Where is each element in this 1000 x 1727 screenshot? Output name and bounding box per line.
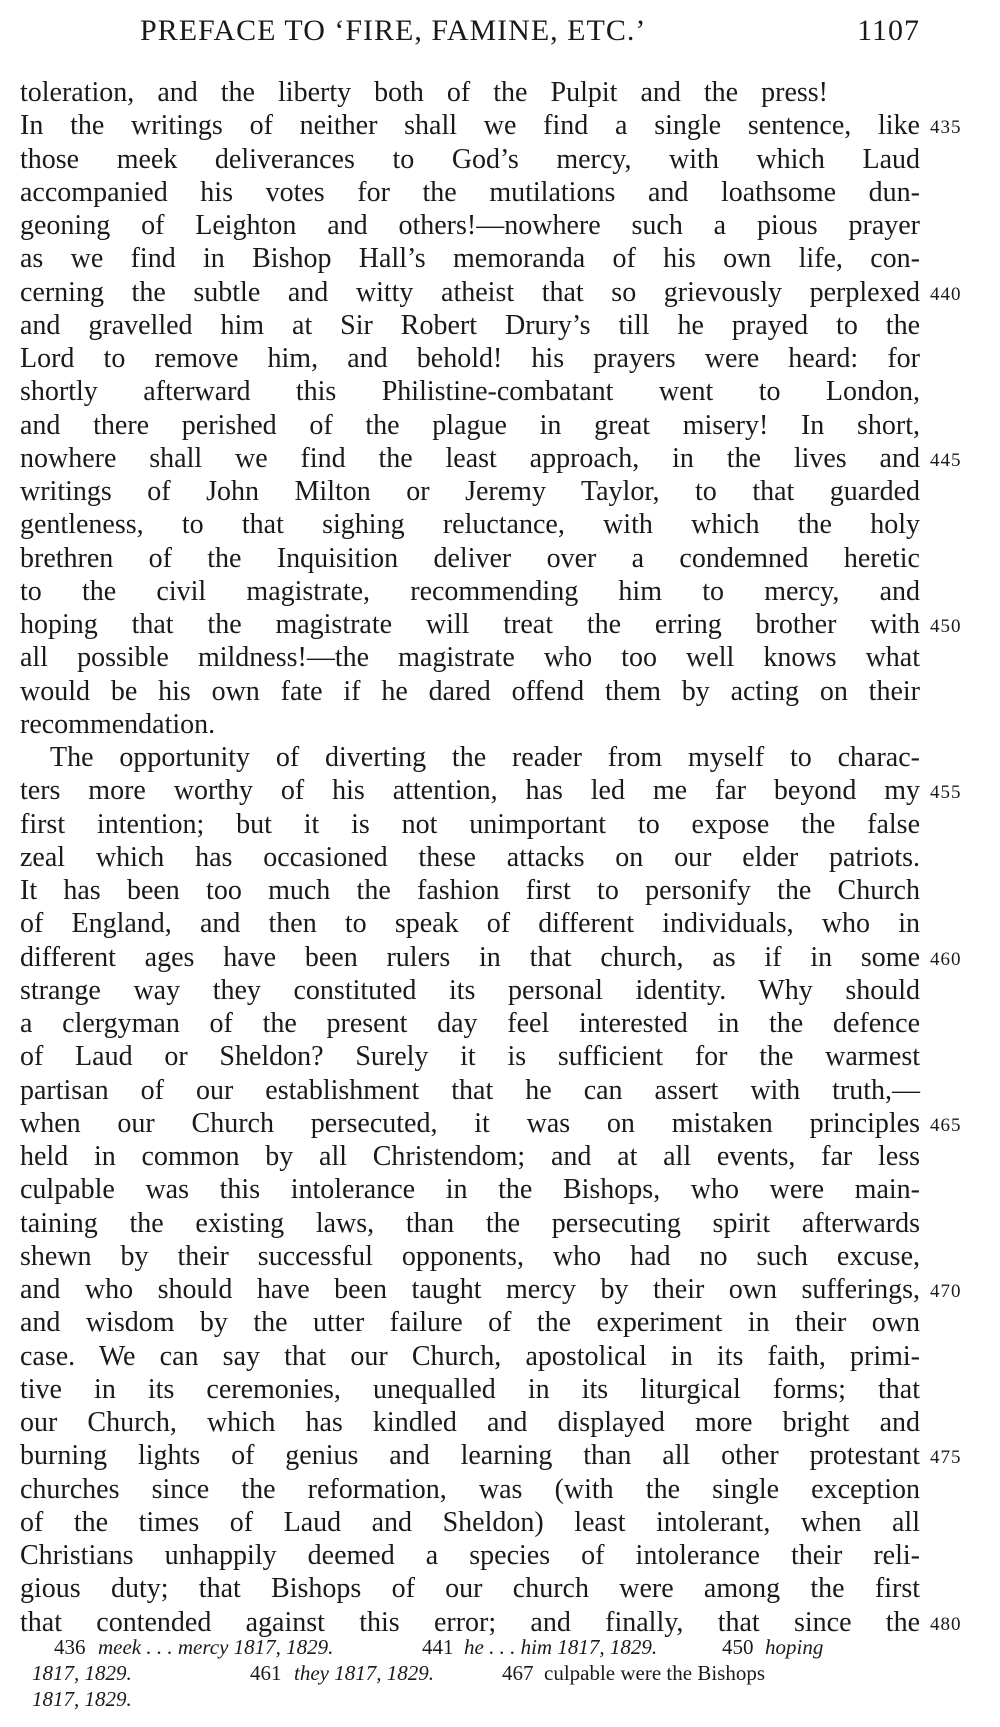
line-text: when our Church persecuted, it was on mistaken principles [20, 1107, 920, 1139]
line-text: those meek deliverances to God’s mercy, with which Laud [20, 143, 920, 175]
text-line [20, 342, 920, 375]
line-text: zeal which has occasioned these attacks on our elder patriots. [20, 841, 920, 873]
line-text: nowhere shall we find the least approach, in the lives and [20, 442, 920, 474]
line-text: geoning of Leighton and others!—nowhere such a pious prayer [20, 210, 920, 241]
line-number: 435 [930, 117, 962, 139]
line-text: Christians unhappily deemed a species of intolerance their reli- [20, 1540, 920, 1571]
line-text: strange way they constituted its personal identity. Why should [20, 974, 920, 1006]
text-line [20, 375, 920, 408]
text-line [20, 1007, 920, 1040]
line-text: Lord to remove him, and behold! his prayers were heard: for [20, 343, 920, 374]
text-line [20, 1140, 920, 1173]
footnote-number: 461 [250, 1661, 282, 1685]
text-line [20, 1306, 920, 1339]
line-text: taining the existing laws, than the persecuting spirit afterwards [20, 1207, 920, 1239]
line-text: partisan of our establishment that he can assert with truth,— [20, 1074, 920, 1106]
text-line [20, 542, 920, 575]
footnote-line [32, 1686, 922, 1712]
line-text: It has been too much the fashion first to personify the Church [20, 875, 920, 906]
text-line [20, 774, 962, 807]
line-text: shewn by their successful opponents, who had no such excuse, [20, 1240, 920, 1272]
text-line [20, 575, 920, 608]
text-line [20, 409, 920, 442]
line-text: ters more worthy of his attention, has led me far beyond my [20, 775, 920, 807]
line-text: and there perished of the plague in great misery! In short, [20, 409, 920, 441]
line-text: of Laud or Sheldon? Surely it is sufficient for the warmest [20, 1041, 920, 1073]
line-text: of England, and then to speak of different individuals, who in [20, 908, 920, 940]
body-text [20, 76, 962, 1639]
line-text: and who should have been taught mercy by their own sufferings, [20, 1274, 920, 1305]
line-text: cerning the subtle and witty atheist that so grievously perplexed [20, 276, 920, 308]
line-text: gentleness, to that sighing reluctance, with which the holy [20, 509, 920, 541]
line-number: 465 [930, 1114, 962, 1136]
line-text: tive in its ceremonies, unequalled in its liturgical forms; that [20, 1373, 920, 1405]
text-line [20, 109, 962, 142]
text-line [20, 841, 920, 874]
text-line [20, 1273, 962, 1306]
line-number: 455 [930, 782, 962, 804]
line-text: recommendation. [20, 708, 216, 740]
line-text: brethren of the Inquisition deliver over a condemned heretic [20, 542, 920, 574]
line-number: 470 [930, 1281, 962, 1302]
line-number: 460 [930, 948, 962, 970]
line-text: that contended against this error; and finally, that since the [20, 1606, 920, 1638]
running-header [140, 14, 920, 54]
text-line [20, 1506, 920, 1539]
footnote-number: 450 [722, 1635, 754, 1659]
text-line [20, 941, 962, 974]
line-text: gious duty; that Bishops of our church were among the first [20, 1573, 920, 1605]
line-text: and wisdom by the utter failure of the experiment in their own [20, 1307, 920, 1339]
line-text: a clergyman of the present day feel interested in the defence [20, 1008, 920, 1039]
footnote-text: meek . . . mercy 1817, 1829. [98, 1635, 334, 1659]
text-line [20, 608, 962, 641]
line-number: 440 [930, 283, 962, 305]
text-line [20, 1406, 920, 1439]
running-title: PREFACE TO ‘FIRE, FAMINE, ETC.’ [140, 14, 647, 47]
text-line [20, 1040, 920, 1073]
text-line [20, 1473, 920, 1506]
line-text: held in common by all Christendom; and at all events, far less [20, 1141, 920, 1172]
text-line [20, 76, 920, 109]
text-line [20, 1207, 920, 1240]
line-number: 445 [930, 449, 962, 471]
text-line [20, 242, 920, 275]
text-line [20, 808, 920, 841]
line-text: and gravelled him at Sir Robert Drury’s till he prayed to the [20, 309, 920, 341]
line-text: In the writings of neither shall we find a single sentence, like [20, 110, 920, 142]
text-line [20, 143, 920, 176]
text-line [20, 708, 920, 741]
text-line [20, 475, 920, 508]
line-text: writings of John Milton or Jeremy Taylor, to that guarded [20, 476, 920, 507]
line-text: all possible mildness!—the magistrate who too well knows what [20, 642, 920, 674]
text-line [20, 741, 920, 774]
text-line [20, 1107, 962, 1140]
text-line [20, 209, 920, 242]
line-text: as we find in Bishop Hall’s memoranda of his own life, con- [20, 243, 920, 275]
text-line [20, 1572, 920, 1605]
text-line [20, 874, 920, 907]
footnote-number: 441 [422, 1635, 454, 1659]
text-line [20, 974, 920, 1007]
text-line [20, 1074, 920, 1107]
line-text: shortly afterward this Philistine-combatant went to London, [20, 376, 920, 408]
line-number: 480 [930, 1613, 962, 1635]
line-text: of the times of Laud and Sheldon) least intolerant, when all [20, 1506, 920, 1538]
text-line [20, 1240, 920, 1273]
footnote-line [32, 1660, 922, 1686]
footnotes [32, 1634, 922, 1712]
text-line [20, 675, 920, 708]
footnote-text: he . . . him 1817, 1829. [464, 1635, 658, 1659]
text-line [20, 907, 920, 940]
line-number: 450 [930, 616, 962, 637]
line-text: first intention; but it is not unimportant to expose the false [20, 808, 920, 840]
text-line [20, 1439, 962, 1472]
line-text: churches since the reformation, was (with the single exception [20, 1473, 920, 1505]
line-text: our Church, which has kindled and displayed more bright and [20, 1407, 920, 1438]
text-line [20, 442, 962, 475]
footnote-text: hoping [765, 1635, 824, 1659]
line-text: toleration, and the liberty both of the Pulpit and the press! [20, 77, 828, 108]
page-number: 1107 [857, 14, 920, 47]
text-line [20, 1173, 920, 1206]
line-text: accompanied his votes for the mutilations and loathsome dun- [20, 176, 920, 208]
text-line [20, 1340, 920, 1373]
text-line [20, 276, 962, 309]
text-line [20, 309, 920, 342]
text-line [20, 508, 920, 541]
footnote-text: culpable were the Bishops [544, 1661, 766, 1685]
line-text: to the civil magistrate, recommending him to mercy, and [20, 575, 920, 607]
text-line [20, 1539, 920, 1572]
line-text: The opportunity of diverting the reader from myself to charac- [50, 742, 920, 773]
line-text: case. We can say that our Church, apostolical in its faith, primi- [20, 1340, 920, 1372]
footnote-number: 436 [54, 1635, 86, 1659]
text-line [20, 176, 920, 209]
footnote-number: 467 [502, 1661, 534, 1685]
line-text: culpable was this intolerance in the Bishops, who were main- [20, 1174, 920, 1206]
line-text: hoping that the magistrate will treat the erring brother with [20, 609, 920, 640]
text-line [20, 1373, 920, 1406]
footnote-text: they 1817, 1829. [294, 1661, 434, 1685]
footnote-text: 1817, 1829. [32, 1661, 132, 1685]
line-number: 475 [930, 1447, 962, 1469]
text-line [20, 641, 920, 674]
line-text: burning lights of genius and learning than all other protestant [20, 1440, 920, 1472]
footnote-line [32, 1634, 922, 1660]
line-text: different ages have been rulers in that church, as if in some [20, 941, 920, 973]
footnote-text: 1817, 1829. [32, 1687, 132, 1711]
line-text: would be his own fate if he dared offend them by acting on their [20, 675, 920, 707]
